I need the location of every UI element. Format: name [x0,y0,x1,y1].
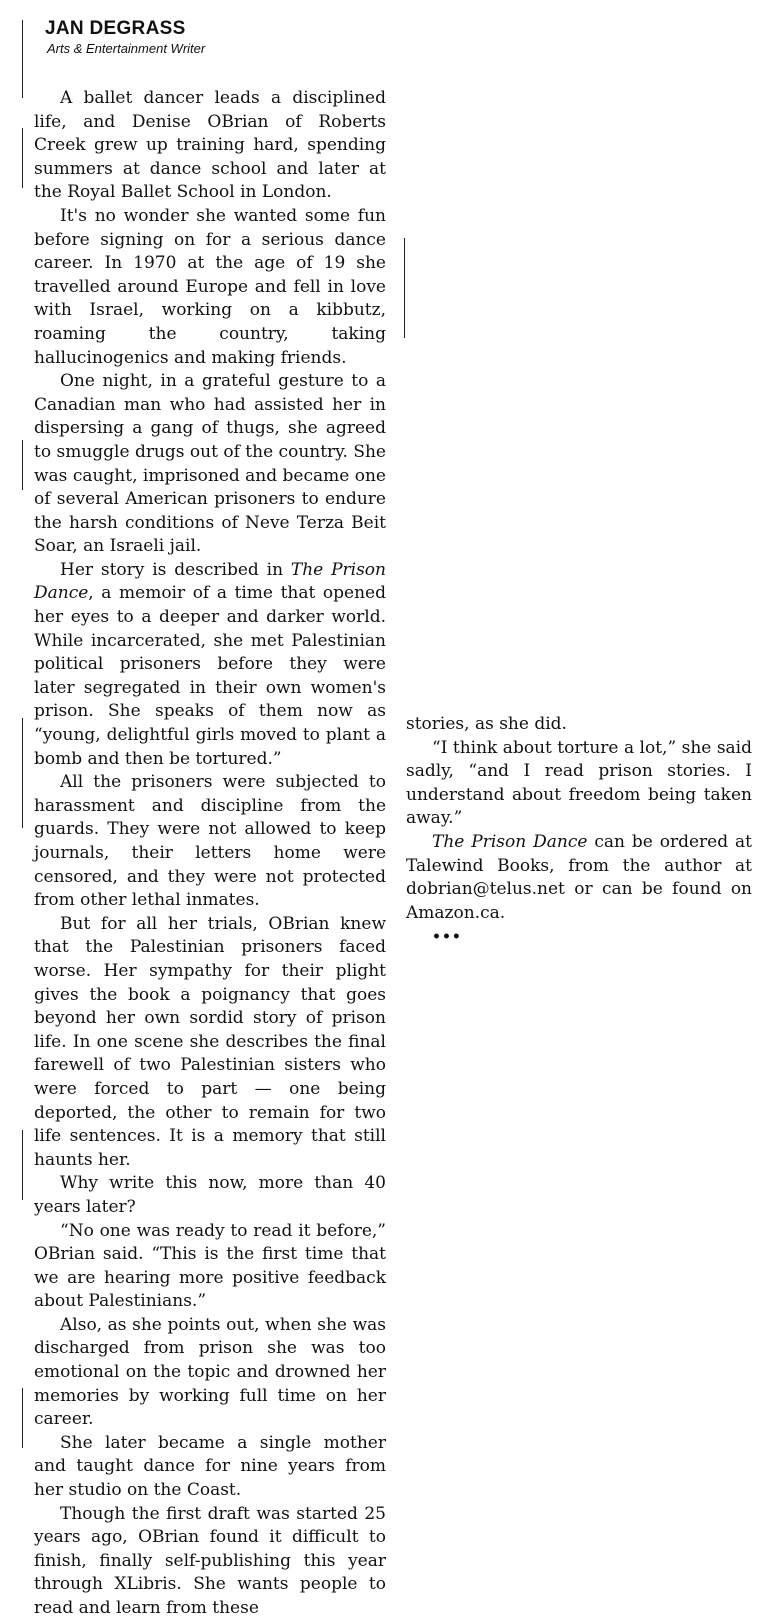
end-mark: ••• [432,929,462,946]
paragraph: All the prisoners were subjected to harassment and discipline from the guards. They were not allowed to keep journals, their letters home were censored, and they were not protected from other lethal inmates. [34,772,386,911]
paragraph: Why write this now, more than 40 years later? [34,1173,386,1217]
paragraph: She later became a single mother and taught dance for nine years from her studio on the Coast. [34,1432,386,1501]
column-rule [22,440,23,490]
paragraph: One night, in a grateful gesture to a Canadian man who had assisted her in dispersing a gang of thugs, she agreed to smuggle drugs out of the country. She was caught, imprisoned and became one of several American prisoners to endure the harsh conditions of Neve Terza Beit Soar, an Israeli jail. [34,371,386,557]
column-rule [404,238,405,338]
column-rule [22,128,23,188]
paragraph-text: can be ordered at Talewind Books, from the author at dobrian@telus.net or can be found on Amazon.ca. [406,831,752,923]
paragraph [406,831,752,925]
book-title: The Prison Dance [432,831,588,852]
column-rule [22,20,23,98]
paragraph: It's no wonder she wanted some fun before signing on for a serious dance career. In 1970 at the age of 19 she travelled around Europe and fell in love with Israel, working on a kibbutz, roaming the country, taking hallucinogenics and making friends. [34,205,386,368]
paragraph: “No one was ready to read it before,” OBrian said. “This is the first time that we are hearing more positive feedback about Palestinians.” [34,1220,386,1312]
column-rule [22,1130,23,1200]
paragraph: A ballet dancer leads a disciplined life, and Denise OBrian of Roberts Creek grew up training hard, spending summers at dance school and later at the Royal Ballet School in London. [34,88,386,203]
column-rule [22,718,23,828]
paragraph: “I think about torture a lot,” she said sadly, “and I read prison stories. I understand about freedom being taken away.” [406,737,752,829]
byline-name: JAN DEGRASS [45,18,186,39]
paragraph-text: Her story is described in [60,559,291,580]
byline-role: Arts & Entertainment Writer [47,41,206,56]
paragraph: Though the first draft was started 25 years ago, OBrian found it difficult to finish, finally self-publishing this year through XLibris. She wants people to read and learn from these [34,1503,386,1618]
paragraph: Also, as she points out, when she was discharged from prison she was too emotional on the topic and drowned her memories by working full time on her career. [34,1314,386,1430]
book-title: The Prison Dance [34,559,386,604]
paragraph: But for all her trials, OBrian knew that the Palestinian prisoners faced worse. Her sympathy for their plight gives the book a poignancy that goes beyond her own sordid story of prison life. In one scene she describes the final farewell of two Palestinian sisters who were forced to part — one being deported, the other to remain for two life sentences. It is a memory that still haunts her. [34,913,386,1170]
article-column-2 [406,713,752,950]
paragraph: stories, as she did. [406,714,567,734]
article-column-1 [34,87,386,1621]
paragraph [34,559,386,771]
column-rule [22,1388,23,1448]
paragraph-text: , a memoir of a time that opened her eyes to a deeper and darker world. While incarcerated, she met Palestinian political prisoners before they were later segregated in their own women's prison. She speaks of them now as “young, delightful girls moved to plant a bomb and then be tortured.” [34,583,386,769]
